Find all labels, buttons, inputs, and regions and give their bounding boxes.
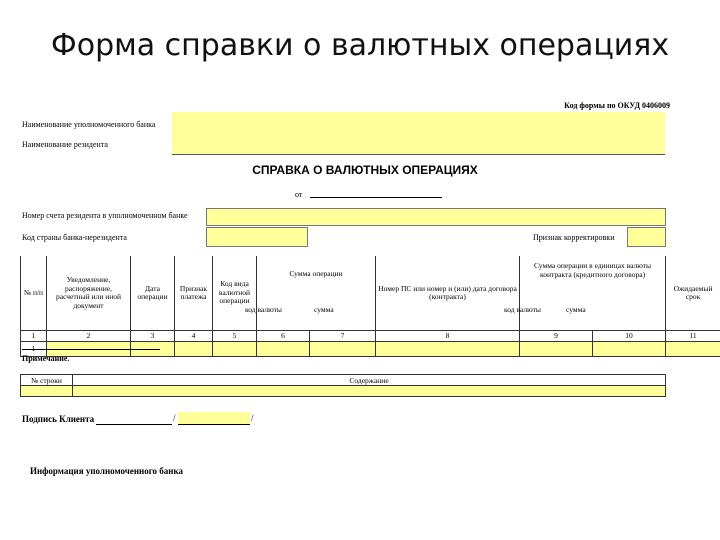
bank-name-label: Наименование уполномоченного банка xyxy=(22,120,156,129)
sum-amount-label: сумма xyxy=(314,305,334,314)
date-line[interactable] xyxy=(310,197,442,198)
th-contract-sum xyxy=(520,256,666,331)
bank-info-label: Информация уполномоченного банка xyxy=(30,466,184,476)
note-divider xyxy=(22,349,160,350)
note-table xyxy=(20,374,666,397)
data-cell[interactable] xyxy=(376,342,520,357)
data-cell[interactable] xyxy=(520,342,593,357)
th-document: Уведомление, распоряжение, расчетный или иной документ xyxy=(47,256,131,331)
data-cell[interactable] xyxy=(175,342,213,357)
bank-resident-field[interactable] xyxy=(172,112,665,155)
resident-name-label: Наименование резидента xyxy=(22,140,108,149)
note-content-cell[interactable] xyxy=(73,386,666,397)
th-expected-term: Ожидаемый срок xyxy=(666,256,720,331)
doc-title: СПРАВКА О ВАЛЮТНЫХ ОПЕРАЦИЯХ xyxy=(252,163,478,177)
th-contract-number: Номер ПС или номер и (или) дата договора (контракта) xyxy=(376,256,520,331)
note-row-number-header: № строки xyxy=(21,375,73,386)
th-contract-sum-label: Сумма операции в единицах валюты контракта (кредитного договора) xyxy=(533,261,652,279)
note-row-number-cell[interactable] xyxy=(21,386,73,397)
col-number: 7 xyxy=(310,331,376,342)
col-number: 10 xyxy=(593,331,666,342)
note-label: Примечание. xyxy=(22,354,70,363)
col-number: 1 xyxy=(21,331,47,342)
col-number: 3 xyxy=(131,331,175,342)
signature-separator-end: / xyxy=(251,413,254,423)
data-cell[interactable] xyxy=(310,342,376,357)
correction-label: Признак корректировки xyxy=(533,233,615,242)
th-operation-sum xyxy=(257,256,376,331)
data-cell[interactable] xyxy=(666,342,720,357)
col-number: 6 xyxy=(257,331,310,342)
data-cell[interactable] xyxy=(257,342,310,357)
th-operation-date: Дата операции xyxy=(131,256,175,331)
col-number: 11 xyxy=(666,331,720,342)
th-number: № п/п xyxy=(21,256,47,331)
data-cell[interactable] xyxy=(593,342,666,357)
signature-name-field[interactable] xyxy=(178,412,250,425)
th-operation-type-code: Код вида валютной операции xyxy=(213,256,257,331)
data-cell[interactable] xyxy=(213,342,257,357)
client-signature-label: Подпись Клиента xyxy=(22,414,95,424)
th-operation-sum-label: Сумма операции xyxy=(289,269,343,278)
col-number: 4 xyxy=(175,331,213,342)
correction-field[interactable] xyxy=(627,227,666,247)
sum-currency-code-label: код валюты xyxy=(245,305,282,314)
row-number-cell: 1 xyxy=(21,342,47,357)
note-content-header: Содержание xyxy=(73,375,666,386)
th-payment-sign: Признак платежа xyxy=(175,256,213,331)
col-number: 9 xyxy=(520,331,593,342)
country-code-field[interactable] xyxy=(206,227,308,247)
from-label: от xyxy=(295,190,303,199)
account-field[interactable] xyxy=(206,208,666,226)
account-label: Номер счета резидента в уполномоченном банке xyxy=(22,211,188,220)
col-number: 8 xyxy=(376,331,520,342)
signature-separator: / xyxy=(173,413,176,423)
country-code-label: Код страны банка-нерезидента xyxy=(22,233,127,242)
form-code: Код формы по ОКУД 0406009 xyxy=(564,101,670,110)
col-number: 2 xyxy=(47,331,131,342)
contract-currency-code-label: код валюты xyxy=(504,305,541,314)
col-number: 5 xyxy=(213,331,257,342)
slide-title: Форма справки о валютных операциях xyxy=(50,28,670,63)
contract-amount-label: сумма xyxy=(566,305,586,314)
signature-line[interactable] xyxy=(96,424,172,425)
operations-table xyxy=(20,256,720,357)
